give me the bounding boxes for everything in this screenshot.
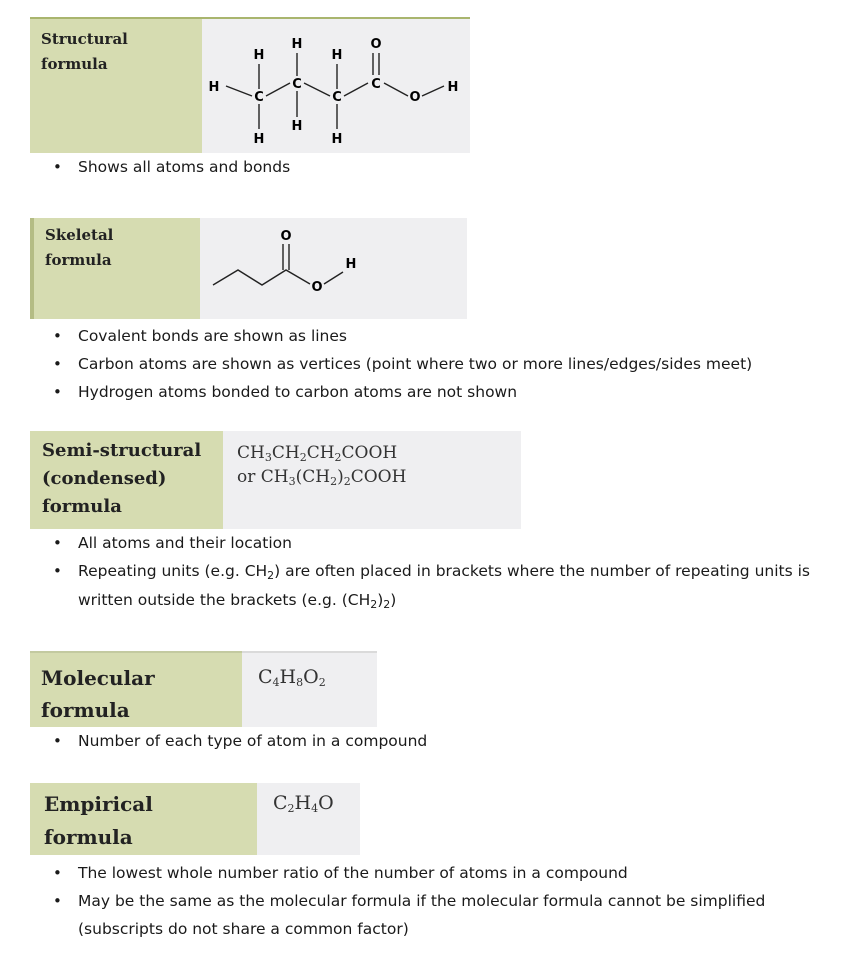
semi-structural-bullets [30, 531, 810, 615]
molecular-formula-value [242, 651, 377, 727]
list-item: • The lowest whole number ratio of the number of atoms in a compound [30, 859, 765, 887]
atom-c3: C [332, 90, 342, 105]
skeletal-atom-o-carbonyl: O [280, 229, 292, 244]
empirical-formula-text: $C_2H_4O$ [273, 792, 334, 815]
molecular-bullets [30, 731, 427, 751]
atom-h-c3-top: H [331, 48, 343, 63]
list-item: • All atoms and their location [30, 531, 810, 555]
atom-h-c1-top: H [253, 48, 265, 63]
atom-h-left: H [208, 80, 220, 95]
list-item: • Covalent bonds are shown as lines [30, 322, 752, 350]
atom-h-right: H [447, 80, 459, 95]
list-item: • Number of each type of atom in a compound [30, 731, 427, 751]
skeletal-formula-label: Skeletal formula [30, 218, 200, 319]
structural-bullets [30, 157, 290, 177]
molecular-formula-text: $C_4H_8O_2$ [258, 666, 326, 689]
atom-o-hydroxyl: O [409, 90, 421, 105]
atom-h-c2-bottom: H [291, 119, 303, 134]
skeletal-formula-svg [200, 218, 467, 319]
skeletal-atom-o-hydroxyl: O [311, 280, 323, 295]
empirical-bullets [30, 859, 765, 943]
list-item: • May be the same as the molecular formula if the molecular formula cannot be simplified (subscripts do not share a common factor) [30, 887, 765, 943]
molecular-formula-box [30, 651, 377, 727]
atom-h-c1-bottom: H [253, 132, 265, 147]
list-item: • Repeating units (e.g. $CH_2$) are often placed in brackets where the number of repeating units is written outside the brackets (e.g. $(CH_2)_2$) [30, 557, 810, 615]
skeletal-atom-h: H [345, 257, 357, 272]
atom-h-c3-bottom: H [331, 132, 343, 147]
skeletal-formula-box [30, 218, 467, 319]
list-item: • Hydrogen atoms bonded to carbon atoms are not shown [30, 378, 752, 406]
semi-structural-formula-label: Semi-structural (condensed) formula [30, 431, 223, 529]
empirical-formula-box [30, 783, 360, 855]
empirical-formula-label: Empirical formula [30, 783, 257, 855]
structural-formula-diagram [202, 17, 470, 153]
semi-structural-formula-box [30, 431, 521, 529]
semi-formula-line-2: or $CH_3(CH_2)_2COOH$ [237, 467, 407, 488]
atom-c1: C [254, 90, 264, 105]
skeletal-bullets [30, 322, 752, 406]
atom-c4: C [371, 77, 381, 92]
semi-formula-line-1: $CH_3CH_2CH_2COOH$ [237, 443, 398, 464]
list-item: • Shows all atoms and bonds [30, 157, 290, 177]
structural-formula-svg [202, 19, 470, 153]
atom-h-c2-top: H [291, 37, 303, 52]
structural-formula-box [30, 17, 470, 153]
skeletal-formula-diagram [200, 218, 467, 319]
list-item: • Carbon atoms are shown as vertices (point where two or more lines/edges/sides meet) [30, 350, 752, 378]
empirical-formula-value [257, 783, 360, 855]
atom-o-carbonyl: O [370, 37, 382, 52]
semi-structural-formula-value [223, 431, 521, 529]
structural-formula-label: Structural formula [30, 17, 202, 153]
atom-c2: C [292, 77, 302, 92]
molecular-formula-label: Molecular formula [30, 651, 242, 727]
